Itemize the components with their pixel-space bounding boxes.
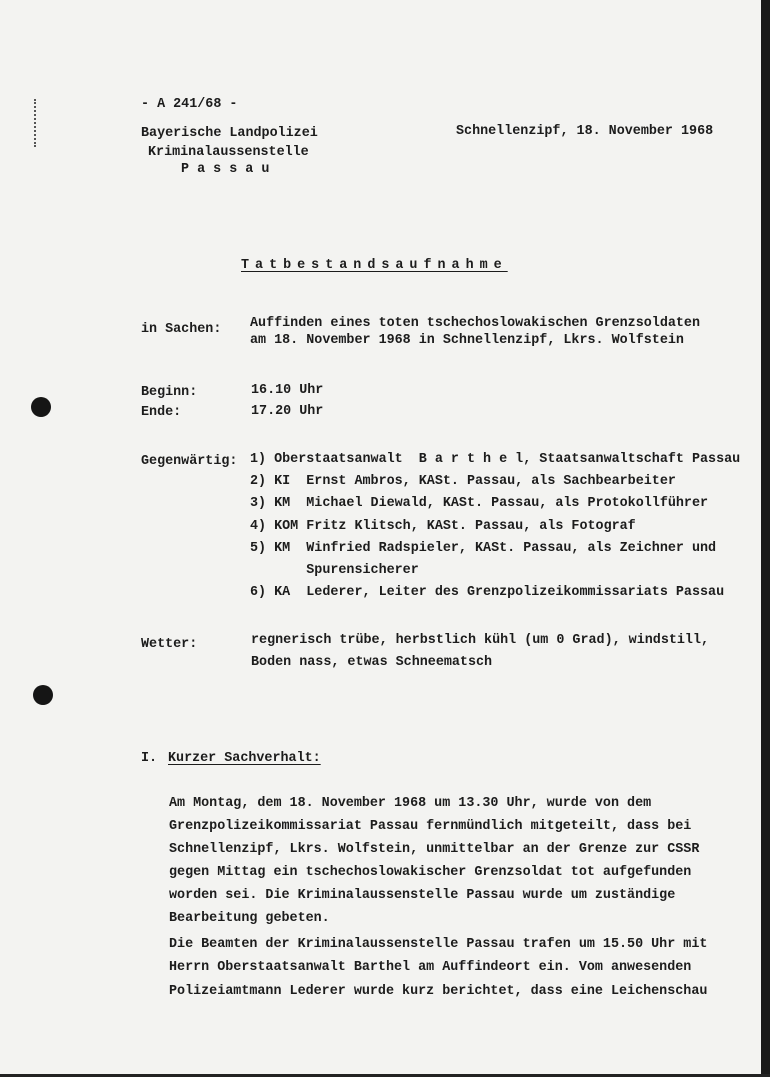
present-item-2: 2) KI Ernst Ambros, KASt. Passau, als Sachbearbeiter: [250, 474, 676, 489]
organization-line-2: Kriminalaussenstelle: [148, 145, 309, 160]
organization-line-1: Bayerische Landpolizei: [141, 126, 318, 141]
weather-line-1: regnerisch trübe, herbstlich kühl (um 0 Grad), windstill,: [251, 633, 710, 648]
para1-line-6: Bearbeitung gebeten.: [169, 911, 330, 926]
section-numeral: I.: [141, 751, 158, 766]
present-item-1: 1) Oberstaatsanwalt B a r t h e l, Staatsanwaltschaft Passau: [250, 452, 741, 467]
file-reference: - A 241/68 -: [141, 97, 238, 112]
sachen-line-2: am 18. November 1968 in Schnellenzipf, Lkrs. Wolfstein: [250, 333, 684, 348]
sachen-label: in Sachen:: [141, 322, 222, 337]
present-item-5-cont: Spurensicherer: [250, 563, 419, 578]
para1-line-1: Am Montag, dem 18. November 1968 um 13.30 Uhr, wurde von dem: [169, 796, 652, 811]
document-title: Tatbestandsaufnahme: [241, 258, 508, 273]
para1-line-2: Grenzpolizeikommissariat Passau fernmündlich mitgeteilt, dass bei: [169, 819, 692, 834]
present-item-5: 5) KM Winfried Radspieler, KASt. Passau, als Zeichner und: [250, 541, 717, 556]
weather-line-2: Boden nass, etwas Schneematsch: [251, 655, 493, 670]
para1-line-4: gegen Mittag ein tschechoslowakischer Grenzsoldat tot aufgefunden: [169, 865, 692, 880]
para2-line-3: Polizeiamtmann Lederer wurde kurz berichtet, dass eine Leichenschau: [169, 984, 708, 999]
end-value: 17.20 Uhr: [251, 404, 324, 419]
organization-line-3: P a s s a u: [181, 162, 270, 177]
scan-edge-right: [761, 0, 770, 1077]
section-heading: Kurzer Sachverhalt:: [168, 751, 321, 766]
punch-hole-lower: [33, 685, 53, 705]
end-label: Ende:: [141, 405, 182, 420]
para2-line-1: Die Beamten der Kriminalaussenstelle Passau trafen um 15.50 Uhr mit: [169, 937, 708, 952]
place-date: Schnellenzipf, 18. November 1968: [456, 124, 714, 139]
para2-line-2: Herrn Oberstaatsanwalt Barthel am Auffindeort ein. Vom anwesenden: [169, 960, 692, 975]
margin-mark: [34, 99, 38, 147]
sachen-line-1: Auffinden eines toten tschechoslowakischen Grenzsoldaten: [250, 316, 700, 331]
begin-value: 16.10 Uhr: [251, 383, 324, 398]
para1-line-3: Schnellenzipf, Lkrs. Wolfstein, unmittelbar an der Grenze zur CSSR: [169, 842, 700, 857]
begin-label: Beginn:: [141, 385, 198, 400]
para1-line-5: worden sei. Die Kriminalaussenstelle Passau wurde um zuständige: [169, 888, 676, 903]
present-item-6: 6) KA Lederer, Leiter des Grenzpolizeikommissariats Passau: [250, 585, 725, 600]
weather-label: Wetter:: [141, 637, 198, 652]
present-item-3: 3) KM Michael Diewald, KASt. Passau, als Protokollführer: [250, 496, 709, 511]
present-label: Gegenwärtig:: [141, 454, 238, 469]
present-item-4: 4) KOM Fritz Klitsch, KASt. Passau, als Fotograf: [250, 519, 636, 534]
punch-hole-upper: [31, 397, 51, 417]
